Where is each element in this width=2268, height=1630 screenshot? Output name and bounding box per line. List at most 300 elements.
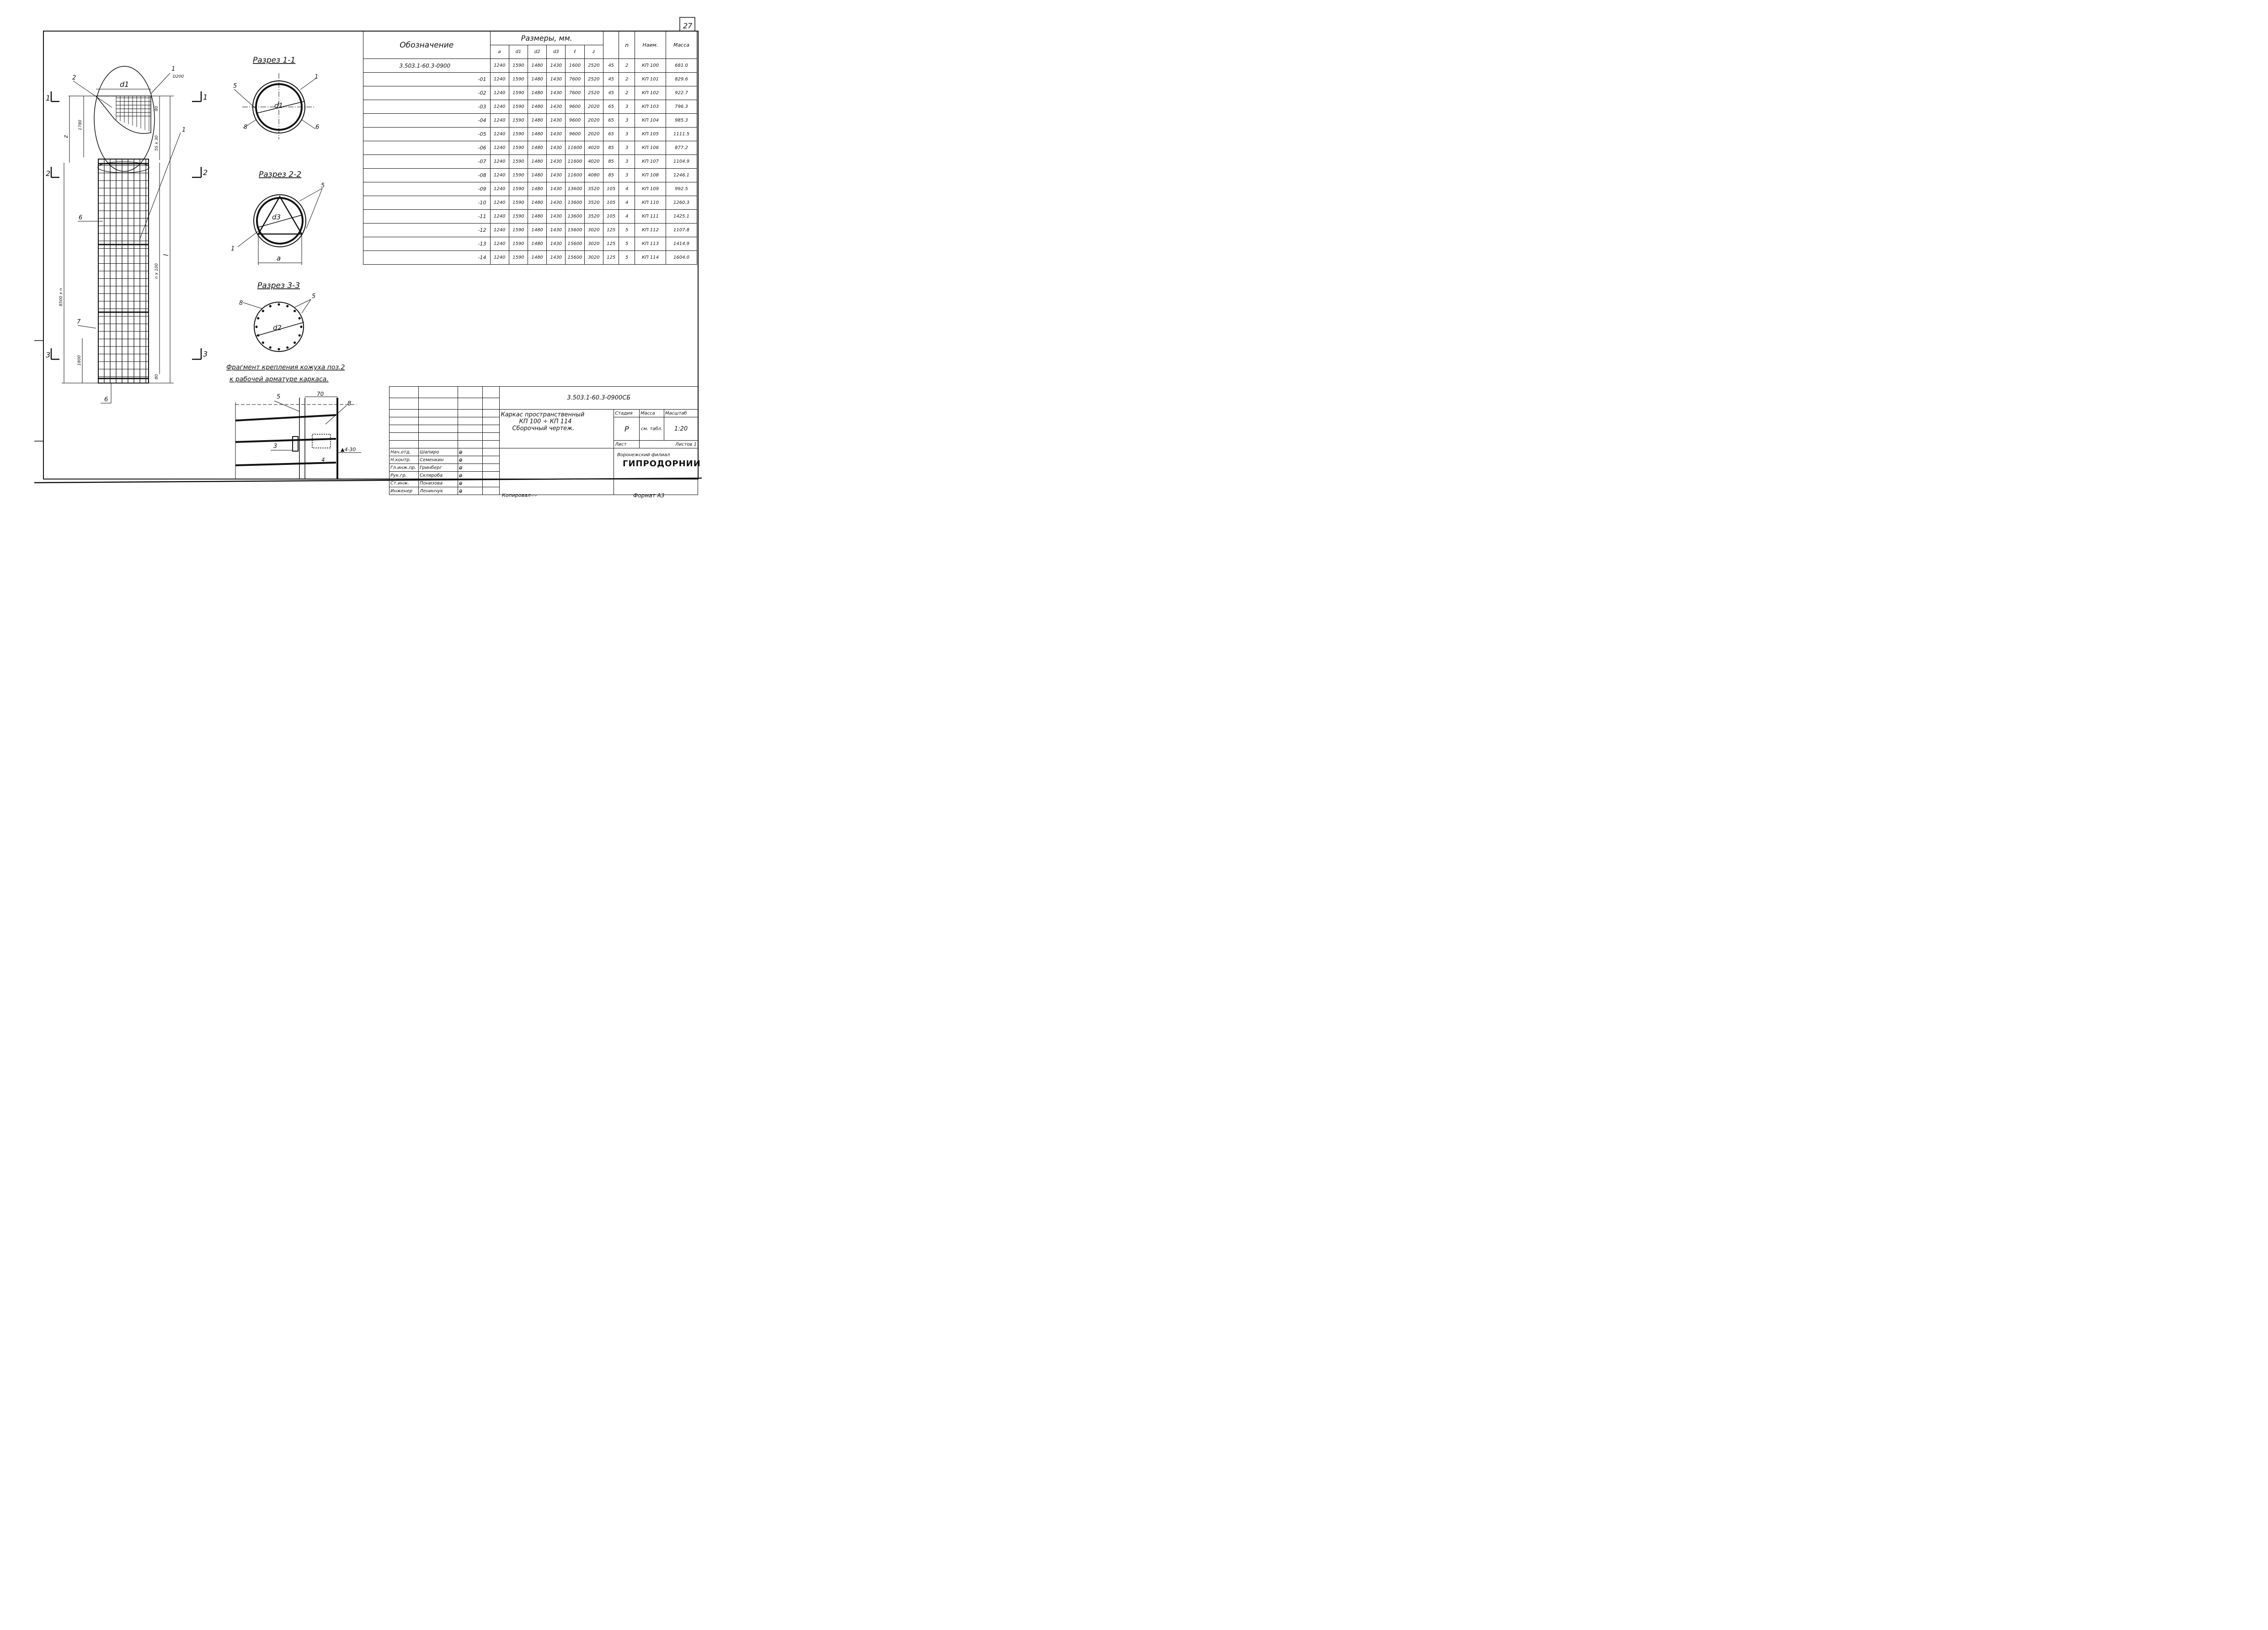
cell-d3: 1430 [547, 169, 566, 182]
rebar-dot [257, 317, 259, 320]
cell-v: 45 [603, 73, 619, 86]
stage-value: Р [614, 417, 640, 441]
dim-80-bot: 80 [155, 374, 159, 379]
rebar-dot [299, 317, 301, 320]
cell-n: 2 [619, 73, 635, 86]
cell-d1: 1590 [509, 182, 528, 196]
cell-name: КП 103 [635, 100, 666, 114]
cell-z: 3520 [584, 196, 603, 210]
cell-mass: 922.7 [666, 86, 697, 100]
s1-label-6: 6 [315, 124, 320, 131]
signatory-signature: ⱺ [458, 479, 482, 487]
cell-l: 9600 [566, 114, 584, 128]
cell-n: 4 [619, 196, 635, 210]
table-row [363, 114, 697, 128]
footer-signature: 〰 [530, 492, 537, 500]
title-line-1: Каркас пространственный [501, 411, 585, 418]
table-row [363, 210, 697, 224]
cell-z: 4020 [584, 155, 603, 169]
dim-l: l [163, 254, 170, 256]
cell-d2: 1480 [528, 169, 546, 182]
spec-table [363, 31, 697, 265]
cell-a: 1240 [490, 73, 509, 86]
frag-label-3: 3 [273, 443, 277, 450]
cell-v: 85 [603, 169, 619, 182]
cell-n: 3 [619, 114, 635, 128]
cell-a: 1240 [490, 196, 509, 210]
signatory-name: Скляроба [418, 472, 458, 479]
rebar-dot [294, 310, 296, 312]
cell-a: 1240 [490, 114, 509, 128]
table-row [363, 86, 697, 100]
cell-d2: 1480 [528, 141, 546, 155]
cell-a: 1240 [490, 169, 509, 182]
footer-format: Формат А3 [633, 492, 665, 499]
dim-1780: 1780 [78, 120, 83, 130]
cell-d1: 1590 [509, 141, 528, 155]
drawing-code: 3.503.1-60.3-0900СБ [500, 387, 698, 410]
sub-d2: d2 [528, 45, 546, 59]
cell-d2: 1480 [528, 114, 546, 128]
leader-s2-5b [306, 188, 322, 229]
stage-header: Стадия [614, 410, 640, 417]
cut-2-right: 2 [203, 168, 208, 177]
cell-l: 9600 [566, 100, 584, 114]
cell-d3: 1430 [547, 155, 566, 169]
cell-d1: 1590 [509, 73, 528, 86]
sub-a: a [490, 45, 509, 59]
cell-a: 1240 [490, 155, 509, 169]
leader-s2-5a [299, 188, 322, 201]
section-2-2 [231, 170, 325, 265]
cell-mass: 992.5 [666, 182, 697, 196]
table-row [363, 128, 697, 141]
cell-d2: 1480 [528, 224, 546, 237]
signatory-role: Ст.инж. [390, 479, 419, 487]
frag-leader-5 [274, 401, 299, 411]
table-row [363, 182, 697, 196]
cell-d2: 1480 [528, 210, 546, 224]
cell-d1: 1590 [509, 114, 528, 128]
cell-name: КП 111 [635, 210, 666, 224]
cell-l: 15600 [566, 251, 584, 265]
sub-z: z [584, 45, 603, 59]
cell-a: 1240 [490, 210, 509, 224]
cell-mass: 1260.3 [666, 196, 697, 210]
cell-z: 3520 [584, 210, 603, 224]
cell-d1: 1590 [509, 196, 528, 210]
dim-1800: 1800 [77, 355, 82, 366]
col-v [603, 32, 619, 59]
cell-l: 1600 [566, 59, 584, 73]
cage-elevation [46, 66, 208, 403]
cell-z: 2520 [584, 86, 603, 100]
dim-z: z [63, 135, 69, 138]
cell-d2: 1480 [528, 86, 546, 100]
mass-value: см. табл. [640, 417, 664, 441]
upper-hatch [116, 96, 151, 131]
rebar-dot [299, 334, 301, 336]
cell-d3: 1430 [547, 100, 566, 114]
cell-a: 1240 [490, 128, 509, 141]
fragment-caption-1: Фрагмент крепления кожуха поз.2 [226, 364, 345, 371]
cell-z: 4020 [584, 141, 603, 155]
signatory-signature: ⱺ [458, 456, 482, 464]
dim-total: 8500 x n [59, 288, 64, 306]
dim-diag: 5S x 30 [155, 135, 159, 151]
section-1-title: Разрез 1-1 [253, 56, 296, 65]
org-name-2: ГИПРОДОРНИИ [623, 459, 701, 469]
cell-name: КП 113 [635, 237, 666, 251]
leader-1 [151, 73, 170, 94]
cell-name: КП 104 [635, 114, 666, 128]
cell-l: 7600 [566, 86, 584, 100]
cell-name: КП 100 [635, 59, 666, 73]
signatory-name: Шапиро [418, 448, 458, 456]
s1-label-d1: d1 [274, 101, 283, 110]
rebar-dot [262, 310, 264, 312]
cell-mass: 1111.5 [666, 128, 697, 141]
section-3-3 [239, 281, 315, 352]
cut-3-right: 3 [203, 350, 208, 358]
scale-value: 1:20 [664, 417, 698, 441]
cell-l: 15600 [566, 237, 584, 251]
cell-n: 5 [619, 224, 635, 237]
frag-weld: ▲4-30 [341, 447, 356, 453]
cell-l: 7600 [566, 73, 584, 86]
rebar-dot [286, 346, 288, 349]
cell-des: -03 [363, 100, 491, 114]
cell-d1: 1590 [509, 100, 528, 114]
cell-d2: 1480 [528, 251, 546, 265]
cell-des: -10 [363, 196, 491, 210]
table-row [363, 141, 697, 155]
table-row [363, 196, 697, 210]
cell-l: 11600 [566, 141, 584, 155]
cell-d1: 1590 [509, 86, 528, 100]
table-row [363, 59, 697, 73]
cell-d2: 1480 [528, 59, 546, 73]
section-1-1 [233, 56, 319, 139]
frag-bar-3 [235, 463, 336, 465]
cell-z: 3020 [584, 237, 603, 251]
rebar-dot [277, 303, 280, 305]
cell-des: -01 [363, 73, 491, 86]
s3-label-5: 5 [312, 293, 316, 300]
pos-label-6b: 6 [104, 396, 108, 403]
cell-mass: 985.3 [666, 114, 697, 128]
cell-d3: 1430 [547, 59, 566, 73]
cell-z: 2020 [584, 100, 603, 114]
cell-d1: 1590 [509, 237, 528, 251]
signatory-role: Инженер [390, 487, 419, 495]
frag-clip-3 [293, 437, 298, 451]
d1-label: d1 [120, 80, 129, 89]
cell-d2: 1480 [528, 237, 546, 251]
cell-d3: 1430 [547, 251, 566, 265]
cell-d1: 1590 [509, 210, 528, 224]
cell-a: 1240 [490, 182, 509, 196]
cell-d3: 1430 [547, 73, 566, 86]
scale-header: Масштаб [664, 410, 698, 417]
drawing-title [500, 410, 614, 448]
section-3-title: Разрез 3-3 [257, 281, 300, 290]
cell-mass: 796.3 [666, 100, 697, 114]
frag-bar-1 [235, 415, 336, 421]
cell-name: КП 114 [635, 251, 666, 265]
signatory-signature: ⱺ [458, 472, 482, 479]
cell-name: КП 107 [635, 155, 666, 169]
cell-z: 2020 [584, 128, 603, 141]
cell-v: 105 [603, 196, 619, 210]
signatory-name: Ленинчук [418, 487, 458, 495]
cut-marks [51, 91, 201, 359]
frag-label-8: 8 [347, 400, 352, 407]
cell-mass: 1246.1 [666, 169, 697, 182]
frag-label-5: 5 [277, 394, 281, 400]
cell-mass: 1107.8 [666, 224, 697, 237]
sheets-label: Листов 1 [640, 441, 698, 448]
cell-d2: 1480 [528, 128, 546, 141]
cell-mass: 1414.9 [666, 237, 697, 251]
cell-z: 3020 [584, 224, 603, 237]
cut-1-right: 1 [203, 93, 208, 101]
cell-n: 3 [619, 169, 635, 182]
cell-d2: 1480 [528, 100, 546, 114]
s1-label-1: 1 [315, 74, 319, 80]
cell-des: 3.503.1-60.3-0900 [363, 59, 491, 73]
frag-label-4: 4 [321, 457, 325, 463]
cell-name: КП 101 [635, 73, 666, 86]
cell-d3: 1430 [547, 210, 566, 224]
cell-l: 15600 [566, 224, 584, 237]
cell-a: 1240 [490, 237, 509, 251]
cell-v: 85 [603, 141, 619, 155]
rebar-dot [286, 305, 288, 307]
rebar-dot [269, 305, 272, 307]
cell-v: 125 [603, 237, 619, 251]
leader-s1-1 [300, 79, 315, 90]
cell-l: 13600 [566, 210, 584, 224]
signatory-role: Нач.отд. [390, 448, 419, 456]
cell-des: -04 [363, 114, 491, 128]
cell-z: 2020 [584, 114, 603, 128]
signatory-signature: ⱺ [458, 448, 482, 456]
cell-d1: 1590 [509, 59, 528, 73]
cell-n: 5 [619, 237, 635, 251]
signatory-name: Семенкин [418, 456, 458, 464]
cell-a: 1240 [490, 86, 509, 100]
s2-label-1: 1 [231, 245, 235, 252]
cell-name: КП 108 [635, 169, 666, 182]
cell-n: 3 [619, 141, 635, 155]
pos-1-tail: 1 [182, 127, 186, 133]
cell-des: -14 [363, 251, 491, 265]
signatory-role: Рук.гр. [390, 472, 419, 479]
cell-v: 125 [603, 224, 619, 237]
dim-step: n x 100 [155, 263, 159, 279]
title-line-2: КП 100 ÷ КП 114 [519, 418, 572, 425]
cell-d3: 1430 [547, 237, 566, 251]
cell-n: 3 [619, 100, 635, 114]
col-name: Наим. [635, 32, 666, 59]
sub-d1: d1 [509, 45, 528, 59]
cell-des: -12 [363, 224, 491, 237]
cell-des: -08 [363, 169, 491, 182]
cell-z: 4080 [584, 169, 603, 182]
col-mass: Масса [666, 32, 697, 59]
cell-d2: 1480 [528, 196, 546, 210]
cell-mass: 1425.1 [666, 210, 697, 224]
rebar-dot [294, 341, 296, 344]
cell-d3: 1430 [547, 86, 566, 100]
cell-n: 4 [619, 210, 635, 224]
frag-bar-2 [235, 439, 336, 442]
signatory-role: Н.контр. [390, 456, 419, 464]
cut-2-left: 2 [46, 169, 51, 178]
cell-v: 45 [603, 86, 619, 100]
col-sizes: Размеры, мм. [490, 32, 603, 45]
signatory-role: Гл.инж.пр. [390, 464, 419, 472]
leader-2 [73, 81, 112, 107]
title-block [389, 386, 698, 495]
footer-copied: Копировал [502, 492, 531, 498]
cell-des: -09 [363, 182, 491, 196]
cell-a: 1240 [490, 224, 509, 237]
signatory-signature: ⱺ [458, 487, 482, 495]
cell-d3: 1430 [547, 141, 566, 155]
table-row [363, 251, 697, 265]
leader-s2-1 [238, 231, 259, 247]
cell-name: КП 109 [635, 182, 666, 196]
cell-d1: 1590 [509, 155, 528, 169]
section-2-title: Разрез 2-2 [259, 170, 302, 179]
pos-label-1: 1 [171, 66, 176, 73]
table-row [363, 155, 697, 169]
cell-des: -07 [363, 155, 491, 169]
cell-v: 65 [603, 128, 619, 141]
col-n: n [619, 32, 635, 59]
leader-s1-5 [234, 89, 256, 109]
cell-l: 13600 [566, 196, 584, 210]
cell-n: 4 [619, 182, 635, 196]
cut-3-left: 3 [46, 351, 51, 359]
pos-label-6: 6 [79, 214, 83, 221]
cell-l: 11600 [566, 169, 584, 182]
stamp-blank [500, 448, 614, 495]
cell-l: 9600 [566, 128, 584, 141]
cell-d2: 1480 [528, 155, 546, 169]
cell-z: 3520 [584, 182, 603, 196]
cell-des: -05 [363, 128, 491, 141]
cell-d2: 1480 [528, 182, 546, 196]
sub-d3: d3 [547, 45, 566, 59]
cell-d2: 1480 [528, 73, 546, 86]
cell-des: -06 [363, 141, 491, 155]
sheet-number: 27 [683, 21, 693, 30]
cell-d3: 1430 [547, 128, 566, 141]
cut-1-left: 1 [46, 94, 51, 102]
cell-d1: 1590 [509, 128, 528, 141]
cell-a: 1240 [490, 251, 509, 265]
s3-label-8: 8 [239, 300, 243, 307]
cell-a: 1240 [490, 141, 509, 155]
signatory-signature: ⱺ [458, 464, 482, 472]
s2-label-a: a [277, 254, 281, 262]
pos-label-7: 7 [77, 319, 81, 325]
cell-z: 2520 [584, 59, 603, 73]
cell-des: -02 [363, 86, 491, 100]
leader-s3-8 [243, 303, 262, 309]
cell-d3: 1430 [547, 182, 566, 196]
leader-s1-6 [302, 120, 315, 129]
cell-n: 3 [619, 155, 635, 169]
table-row [363, 237, 697, 251]
cell-name: КП 105 [635, 128, 666, 141]
table-row [363, 224, 697, 237]
cage-grid [98, 159, 149, 383]
rebar-dot [300, 325, 302, 328]
mass-header: Масса [640, 410, 664, 417]
s2-label-d3: d3 [272, 213, 281, 221]
d200-label: D200 [173, 75, 184, 79]
cell-d3: 1430 [547, 114, 566, 128]
rebar-dot [255, 325, 257, 328]
cell-n: 5 [619, 251, 635, 265]
cell-z: 2520 [584, 73, 603, 86]
cell-n: 2 [619, 86, 635, 100]
cell-v: 105 [603, 182, 619, 196]
col-designation: Обозначение [363, 32, 491, 59]
cell-d1: 1590 [509, 224, 528, 237]
org-name-1: Воронежский филиал [617, 453, 670, 458]
cell-v: 105 [603, 210, 619, 224]
cell-des: -11 [363, 210, 491, 224]
cell-l: 13600 [566, 182, 584, 196]
cell-n: 2 [619, 59, 635, 73]
cell-name: КП 112 [635, 224, 666, 237]
table-row [363, 100, 697, 114]
sheet-label: Лист [614, 441, 640, 448]
cell-mass: 1104.9 [666, 155, 697, 169]
s2-label-5: 5 [321, 182, 325, 189]
dim-80-top: 80 [155, 106, 159, 111]
frag-clip-4 [312, 434, 331, 448]
cell-z: 3020 [584, 251, 603, 265]
cell-name: КП 102 [635, 86, 666, 100]
frag-dim-70-text: 70 [317, 391, 324, 397]
cell-v: 125 [603, 251, 619, 265]
cell-mass: 681.0 [666, 59, 697, 73]
cell-v: 65 [603, 100, 619, 114]
leader-7 [78, 325, 96, 328]
signatory-name: Гринберг [418, 464, 458, 472]
cell-mass: 1604.0 [666, 251, 697, 265]
sub-l: ℓ [566, 45, 584, 59]
rebar-dot [269, 346, 272, 349]
cell-name: КП 106 [635, 141, 666, 155]
cell-des: -13 [363, 237, 491, 251]
s1-label-8: 8 [244, 124, 248, 131]
rebar-dot [277, 348, 280, 350]
cell-v: 45 [603, 59, 619, 73]
cell-d3: 1430 [547, 196, 566, 210]
s3-label-d2: d2 [273, 324, 282, 332]
pos-label-2: 2 [72, 75, 76, 81]
cell-v: 65 [603, 114, 619, 128]
cell-l: 11600 [566, 155, 584, 169]
cell-v: 85 [603, 155, 619, 169]
